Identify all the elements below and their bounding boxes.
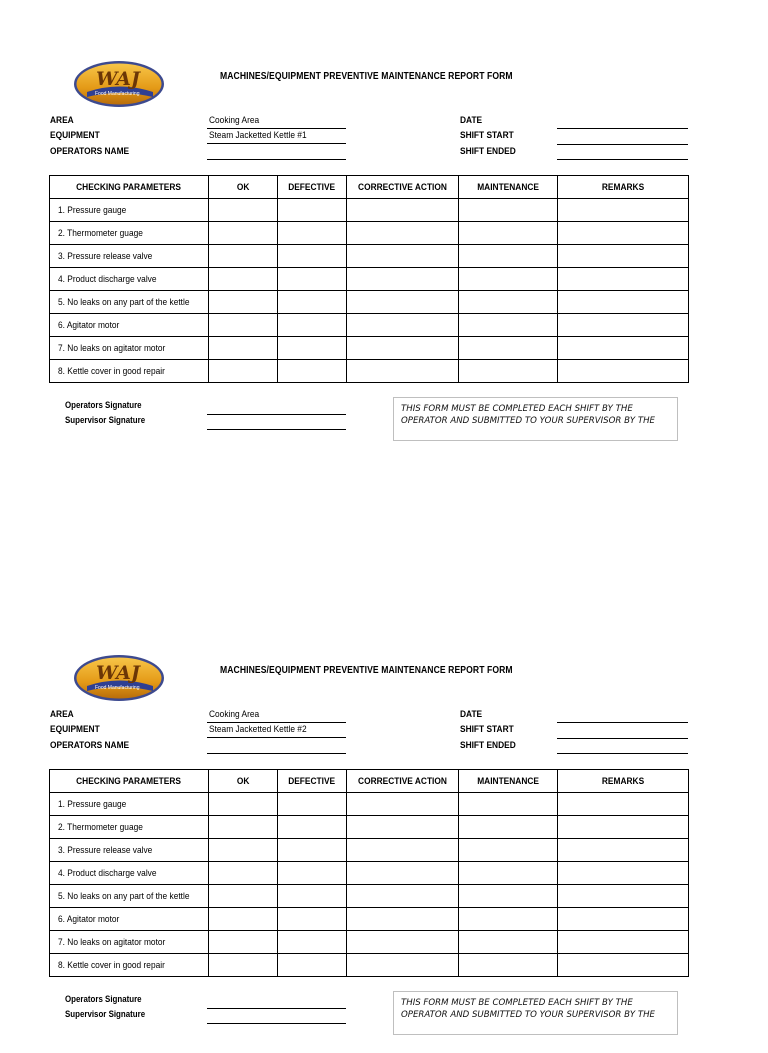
ok-cell[interactable] xyxy=(209,839,278,862)
maintenance-cell[interactable] xyxy=(459,793,558,816)
defective-cell[interactable] xyxy=(278,793,347,816)
table-row xyxy=(50,931,689,954)
supervisor-signature-label: Supervisor Signature xyxy=(65,1009,146,1019)
form-title: MACHINES/EQUIPMENT PREVENTIVE MAINTENANCE REPORT FORM xyxy=(220,665,513,676)
shift-start-field[interactable] xyxy=(557,738,688,739)
operators-name-label: OPERATORS NAME xyxy=(50,146,130,157)
parameter-cell: 4. Product discharge valve xyxy=(50,862,209,885)
header-checking-parameters: CHECKING PARAMETERS xyxy=(50,176,209,199)
ok-cell[interactable] xyxy=(209,291,278,314)
remarks-cell[interactable] xyxy=(558,199,689,222)
checklist-table xyxy=(49,769,689,977)
operators-name-underline xyxy=(207,753,346,754)
parameter-cell: 7. No leaks on agitator motor xyxy=(50,931,209,954)
area-label: AREA xyxy=(50,709,74,720)
header-maintenance: MAINTENANCE xyxy=(459,770,558,793)
corrective-action-cell[interactable] xyxy=(347,793,459,816)
parameter-cell: 6. Agitator motor xyxy=(50,908,209,931)
defective-cell[interactable] xyxy=(278,222,347,245)
remarks-cell[interactable] xyxy=(558,337,689,360)
defective-cell[interactable] xyxy=(278,360,347,383)
header-corrective-action: CORRECTIVE ACTION xyxy=(347,770,459,793)
defective-cell[interactable] xyxy=(278,199,347,222)
maintenance-cell[interactable] xyxy=(459,816,558,839)
table-row xyxy=(50,885,689,908)
defective-cell[interactable] xyxy=(278,268,347,291)
remarks-cell[interactable] xyxy=(558,816,689,839)
remarks-cell[interactable] xyxy=(558,291,689,314)
shift-start-label: SHIFT START xyxy=(460,724,514,735)
checklist-table xyxy=(49,175,689,383)
maintenance-cell[interactable] xyxy=(459,954,558,977)
remarks-cell[interactable] xyxy=(558,360,689,383)
shift-start-label: SHIFT START xyxy=(460,130,514,141)
maintenance-cell[interactable] xyxy=(459,839,558,862)
remarks-cell[interactable] xyxy=(558,862,689,885)
corrective-action-cell[interactable] xyxy=(347,885,459,908)
area-label: AREA xyxy=(50,115,74,126)
remarks-cell[interactable] xyxy=(558,839,689,862)
header-maintenance: MAINTENANCE xyxy=(459,176,558,199)
ok-cell[interactable] xyxy=(209,337,278,360)
date-field[interactable] xyxy=(557,128,688,129)
maintenance-cell[interactable] xyxy=(459,885,558,908)
corrective-action-cell[interactable] xyxy=(347,816,459,839)
ok-cell[interactable] xyxy=(209,793,278,816)
maintenance-cell[interactable] xyxy=(459,222,558,245)
remarks-cell[interactable] xyxy=(558,931,689,954)
remarks-cell[interactable] xyxy=(558,954,689,977)
maintenance-form-1 xyxy=(0,59,768,459)
table-row xyxy=(50,291,689,314)
defective-cell[interactable] xyxy=(278,245,347,268)
operators-name-underline xyxy=(207,159,346,160)
header-corrective-action: CORRECTIVE ACTION xyxy=(347,176,459,199)
defective-cell[interactable] xyxy=(278,839,347,862)
logo-text: WAJ xyxy=(96,68,140,90)
table-row xyxy=(50,268,689,291)
maintenance-cell[interactable] xyxy=(459,314,558,337)
header-ok: OK xyxy=(209,770,278,793)
maintenance-cell[interactable] xyxy=(459,360,558,383)
form-title: MACHINES/EQUIPMENT PREVENTIVE MAINTENANCE REPORT FORM xyxy=(220,71,513,82)
maintenance-cell[interactable] xyxy=(459,931,558,954)
ok-cell[interactable] xyxy=(209,816,278,839)
equipment-label: EQUIPMENT xyxy=(50,724,100,735)
table-row xyxy=(50,314,689,337)
ok-cell[interactable] xyxy=(209,931,278,954)
corrective-action-cell[interactable] xyxy=(347,314,459,337)
waj-logo xyxy=(73,59,165,109)
table-row xyxy=(50,245,689,268)
supervisor-signature-label: Supervisor Signature xyxy=(65,415,146,425)
corrective-action-cell[interactable] xyxy=(347,839,459,862)
ok-cell[interactable] xyxy=(209,954,278,977)
parameter-cell: 2. Thermometer guage xyxy=(50,816,209,839)
defective-cell[interactable] xyxy=(278,954,347,977)
corrective-action-cell[interactable] xyxy=(347,199,459,222)
logo-subtext: Food Manufacturing xyxy=(95,91,140,97)
instruction-note: THIS FORM MUST BE COMPLETED EACH SHIFT BY THE OPERATOR AND SUBMITTED TO YOUR SUPERVISOR BY THE xyxy=(393,397,678,441)
date-label: DATE xyxy=(460,709,483,720)
remarks-cell[interactable] xyxy=(558,222,689,245)
table-header-row xyxy=(50,176,689,199)
parameter-cell: 8. Kettle cover in good repair xyxy=(50,954,209,977)
operators-signature-label: Operators Signature xyxy=(65,400,142,410)
equipment-underline xyxy=(207,128,346,129)
table-header-row xyxy=(50,770,689,793)
maintenance-cell[interactable] xyxy=(459,199,558,222)
corrective-action-cell[interactable] xyxy=(347,337,459,360)
waj-logo xyxy=(73,653,165,703)
parameter-cell: 2. Thermometer guage xyxy=(50,222,209,245)
date-field[interactable] xyxy=(557,722,688,723)
parameter-cell: 5. No leaks on any part of the kettle xyxy=(50,885,209,908)
parameter-cell: 3. Pressure release valve xyxy=(50,245,209,268)
operators-signature-label: Operators Signature xyxy=(65,994,142,1004)
operators-signature-field[interactable] xyxy=(207,1008,346,1009)
ok-cell[interactable] xyxy=(209,908,278,931)
maintenance-form-2 xyxy=(0,653,768,1053)
header-ok: OK xyxy=(209,176,278,199)
table-row xyxy=(50,360,689,383)
maintenance-cell[interactable] xyxy=(459,268,558,291)
ok-cell[interactable] xyxy=(209,245,278,268)
corrective-action-cell[interactable] xyxy=(347,908,459,931)
ok-cell[interactable] xyxy=(209,199,278,222)
defective-cell[interactable] xyxy=(278,885,347,908)
header-remarks: REMARKS xyxy=(558,770,689,793)
table-row xyxy=(50,908,689,931)
logo-subtext: Food Manufacturing xyxy=(95,685,140,691)
table-row xyxy=(50,954,689,977)
parameter-cell: 3. Pressure release valve xyxy=(50,839,209,862)
instruction-note: THIS FORM MUST BE COMPLETED EACH SHIFT BY THE OPERATOR AND SUBMITTED TO YOUR SUPERVISOR BY THE xyxy=(393,991,678,1035)
equipment-value[interactable]: Steam Jacketted Kettle #1 xyxy=(209,130,307,141)
header-checking-parameters: CHECKING PARAMETERS xyxy=(50,770,209,793)
table-row xyxy=(50,337,689,360)
defective-cell[interactable] xyxy=(278,314,347,337)
corrective-action-cell[interactable] xyxy=(347,268,459,291)
table-row xyxy=(50,816,689,839)
ok-cell[interactable] xyxy=(209,268,278,291)
corrective-action-cell[interactable] xyxy=(347,931,459,954)
ok-cell[interactable] xyxy=(209,314,278,337)
remarks-cell[interactable] xyxy=(558,885,689,908)
remarks-cell[interactable] xyxy=(558,908,689,931)
equipment-underline-bottom xyxy=(207,737,346,738)
maintenance-cell[interactable] xyxy=(459,862,558,885)
shift-ended-field[interactable] xyxy=(557,159,688,160)
header-remarks: REMARKS xyxy=(558,176,689,199)
corrective-action-cell[interactable] xyxy=(347,222,459,245)
maintenance-cell[interactable] xyxy=(459,908,558,931)
equipment-value[interactable]: Steam Jacketted Kettle #2 xyxy=(209,724,307,735)
defective-cell[interactable] xyxy=(278,908,347,931)
defective-cell[interactable] xyxy=(278,291,347,314)
corrective-action-cell[interactable] xyxy=(347,954,459,977)
parameter-cell: 8. Kettle cover in good repair xyxy=(50,360,209,383)
remarks-cell[interactable] xyxy=(558,793,689,816)
corrective-action-cell[interactable] xyxy=(347,245,459,268)
table-row xyxy=(50,862,689,885)
defective-cell[interactable] xyxy=(278,816,347,839)
parameter-cell: 5. No leaks on any part of the kettle xyxy=(50,291,209,314)
table-row xyxy=(50,199,689,222)
parameter-cell: 6. Agitator motor xyxy=(50,314,209,337)
remarks-cell[interactable] xyxy=(558,268,689,291)
defective-cell[interactable] xyxy=(278,862,347,885)
shift-ended-label: SHIFT ENDED xyxy=(460,146,516,157)
operators-name-label: OPERATORS NAME xyxy=(50,740,130,751)
remarks-cell[interactable] xyxy=(558,245,689,268)
shift-ended-field[interactable] xyxy=(557,753,688,754)
equipment-underline xyxy=(207,722,346,723)
header-defective: DEFECTIVE xyxy=(278,176,347,199)
ok-cell[interactable] xyxy=(209,222,278,245)
ok-cell[interactable] xyxy=(209,360,278,383)
equipment-label: EQUIPMENT xyxy=(50,130,100,141)
date-label: DATE xyxy=(460,115,483,126)
table-row xyxy=(50,793,689,816)
area-value[interactable]: Cooking Area xyxy=(209,709,260,720)
ok-cell[interactable] xyxy=(209,885,278,908)
defective-cell[interactable] xyxy=(278,931,347,954)
equipment-underline-bottom xyxy=(207,143,346,144)
table-row xyxy=(50,839,689,862)
parameter-cell: 7. No leaks on agitator motor xyxy=(50,337,209,360)
ok-cell[interactable] xyxy=(209,862,278,885)
maintenance-cell[interactable] xyxy=(459,245,558,268)
corrective-action-cell[interactable] xyxy=(347,291,459,314)
shift-ended-label: SHIFT ENDED xyxy=(460,740,516,751)
parameter-cell: 4. Product discharge valve xyxy=(50,268,209,291)
parameter-cell: 1. Pressure gauge xyxy=(50,793,209,816)
operators-signature-field[interactable] xyxy=(207,414,346,415)
parameter-cell: 1. Pressure gauge xyxy=(50,199,209,222)
corrective-action-cell[interactable] xyxy=(347,360,459,383)
defective-cell[interactable] xyxy=(278,337,347,360)
area-value[interactable]: Cooking Area xyxy=(209,115,260,126)
shift-start-field[interactable] xyxy=(557,144,688,145)
supervisor-signature-field[interactable] xyxy=(207,429,346,430)
maintenance-cell[interactable] xyxy=(459,337,558,360)
table-row xyxy=(50,222,689,245)
remarks-cell[interactable] xyxy=(558,314,689,337)
logo-text: WAJ xyxy=(96,662,140,684)
maintenance-cell[interactable] xyxy=(459,291,558,314)
corrective-action-cell[interactable] xyxy=(347,862,459,885)
header-defective: DEFECTIVE xyxy=(278,770,347,793)
